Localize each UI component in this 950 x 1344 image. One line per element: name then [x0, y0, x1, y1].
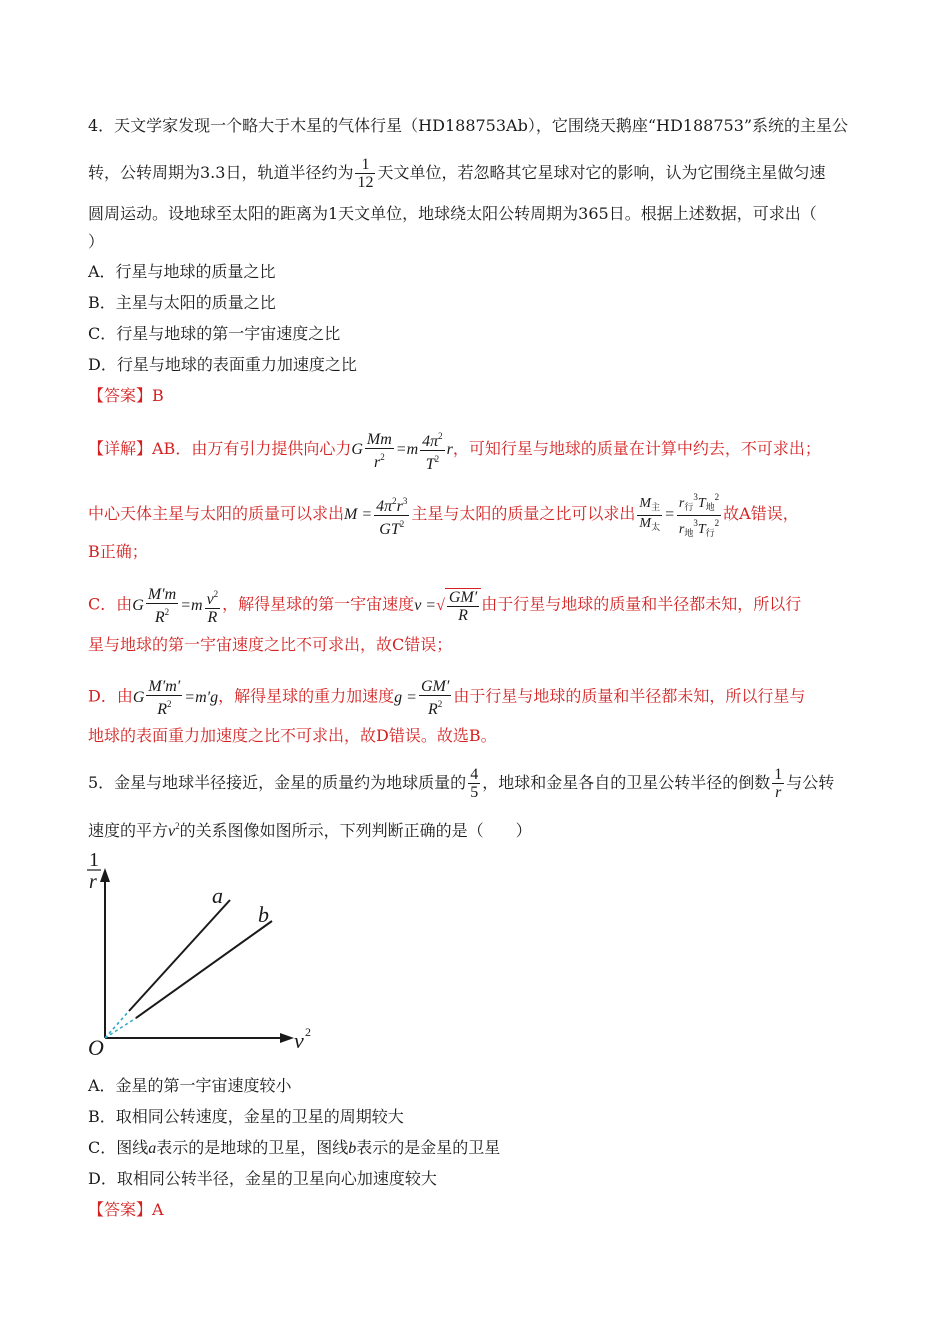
- q5-mass-fraction: $\frac{4}{5}$: [470, 766, 479, 801]
- q5-option-a: A．金星的第一宇宙速度较小: [88, 1076, 292, 1095]
- origin-label: O: [88, 1035, 104, 1060]
- q5-stem-line2: 速度的平方$v^2$的关系图像如图所示，下列判断正确的是（ ）: [88, 821, 532, 840]
- x-axis-label-sup: 2: [305, 1025, 311, 1039]
- q4-option-b: B．主星与太阳的质量之比: [88, 293, 276, 312]
- q5-stem-line1: 5．金星与地球半径接近，金星的质量约为地球质量的 $\frac{4}{5}$ ，地球和金星各自的卫星公转半径的倒数 $\frac{1}{r}$ 与公转: [88, 766, 835, 801]
- q5-answer: 【答案】A: [88, 1200, 164, 1219]
- formula-first-cosmic-velocity: G $\frac{M'm}{R^2}$ =m $\frac{v^2}{R}$: [132, 586, 219, 626]
- formula-gravitation: G $\frac{Mm}{r^2}$ =m $\frac{4\pi^2}{T^2}$ r: [351, 441, 453, 458]
- q4-detail-line3: B正确；: [88, 542, 148, 561]
- q5-inverse-radius: $\frac{1}{r}$: [774, 766, 783, 801]
- q5-option-d: D．取相同公转半径，金星的卫星向心加速度较大: [88, 1169, 437, 1188]
- q4-detail-line4: C．由G $\frac{M'm}{R^2}$ =m $\frac{v^2}{R}$ ，解得星球的第一宇宙速度v =√ $\frac{GM'}{R}$ 由于行星与地球的质量和半径都未知，所以行: [88, 586, 802, 626]
- x-axis-arrow: [280, 1033, 294, 1043]
- y-axis-label-den: r: [89, 871, 97, 893]
- line-b-label: b: [258, 902, 269, 927]
- line-a: [129, 900, 230, 1011]
- q4-detail-line6: D．由G $\frac{M'm'}{R^2}$ =m′g，解得星球的重力加速度g = $\frac{GM'}{R^2}$ 由于行星与地球的质量和半径都未知，所以行星与: [88, 678, 806, 718]
- formula-mass-ratio: $\frac{M_主}{M_太}$ = $\frac{r_行^3T_地^2}{r_地^3T_行^2}$: [639, 492, 720, 538]
- line-a-label: a: [212, 883, 223, 908]
- q4-option-c: C．行星与地球的第一宇宙速度之比: [88, 324, 341, 343]
- q4-detail-line5: 星与地球的第一宇宙速度之比不可求出，故C错误；: [88, 635, 453, 654]
- formula-surface-gravity: G $\frac{M'm'}{R^2}$ =m′g: [132, 678, 219, 718]
- q5-option-b: B．取相同公转速度，金星的卫星的周期较大: [88, 1107, 404, 1126]
- q4-option-a: A．行星与地球的质量之比: [88, 262, 276, 281]
- q4-answer: 【答案】B: [88, 386, 164, 405]
- x-axis-label: v: [294, 1028, 304, 1053]
- q4-stem-line1: 4．天文学家发现一个略大于木星的气体行星（HD188753Ab），它围绕天鹅座“HD188753”系统的主星公: [88, 116, 849, 135]
- q4-radius-fraction: $\frac{1}{12}$: [357, 156, 374, 191]
- q5-option-c: C．图线a表示的是地球的卫星，图线b表示的是金星的卫星: [88, 1138, 501, 1157]
- q4-stem-line2: 转，公转周期为3.3日，轨道半径约为 $\frac{1}{12}$ 天文单位，若忽略其它星球对它的影响，认为它围绕主星做匀速: [88, 156, 826, 191]
- q4-stem-line4: ）: [88, 232, 105, 251]
- q4-option-d: D．行星与地球的表面重力加速度之比: [88, 355, 357, 374]
- formula-central-mass: M = $\frac{4\pi^2r^3}{GT^2}$: [344, 506, 411, 523]
- y-axis-label-num: 1: [89, 849, 99, 871]
- q4-detail-line1: 【详解】AB．由万有引力提供向心力G $\frac{Mm}{r^2}$ =m $\frac{4\pi^2}{T^2}$ r，可知行星与地球的质量在计算中约去，不可求出；: [88, 428, 821, 473]
- v-squared: $v^2$: [168, 821, 180, 840]
- line-b: [136, 921, 272, 1018]
- q4-detail-line7: 地球的表面重力加速度之比不可求出，故D错误。故选B。: [88, 726, 497, 745]
- y-axis-arrow: [100, 868, 110, 882]
- formula-gravity-result: g = $\frac{GM'}{R^2}$: [394, 678, 450, 718]
- line-b-dashed: [105, 1018, 136, 1038]
- q5-graph: [82, 848, 322, 1062]
- q4-stem-line3: 圆周运动。设地球至太阳的距离为1天文单位，地球绕太阳公转周期为365日。根据上述数据，可求出（: [88, 204, 817, 223]
- q4-detail-line2: 中心天体主星与太阳的质量可以求出M = $\frac{4\pi^2r^3}{GT^2}$ 主星与太阳的质量之比可以求出 $\frac{M_主}{M_太}$ = $\frac{r_行^3T_地^2}{r_地^3T_行^2}$ 故A错误，: [88, 492, 799, 538]
- formula-velocity-result: v =√ $\frac{GM'}{R}$: [414, 597, 481, 614]
